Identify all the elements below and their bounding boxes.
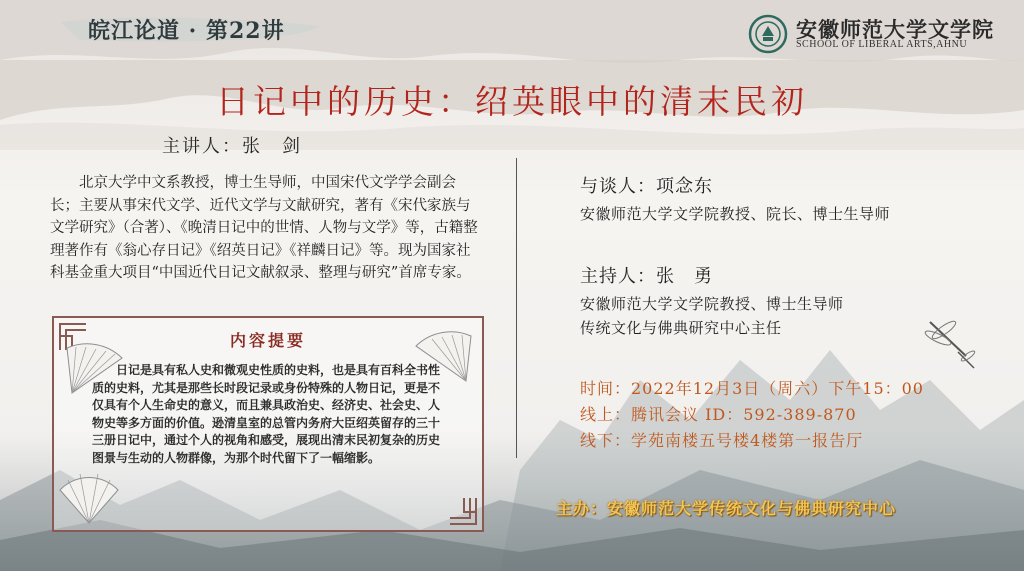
speaker-bio: 北京大学中文系教授，博士生导师，中国宋代文学学会副会长；主要从事宋代文学、近代文学与文献研究，著有《宋代家族与文学研究》（合著）、《晚清日记中的世情、人物与文学》等，古籍整理著作有《翁心存日记》《绍英日记》《祥麟日记》等。现为国家社科基金重大项目“中国近代日记文献叙录、整理与研究”首席专家。 bbox=[50, 175, 478, 281]
discussant-label: 与谈人：项念东 bbox=[580, 176, 713, 197]
event-time: 时间：2022年12月3日（周六）下午15：00 bbox=[580, 379, 924, 398]
lattice-corner-icon bbox=[448, 496, 478, 526]
dragonfly-icon bbox=[922, 316, 982, 374]
school-name-cn: 安徽师范大学文学院 bbox=[796, 17, 994, 42]
school-logo bbox=[748, 12, 1018, 56]
school-emblem-icon bbox=[748, 14, 788, 54]
organizer-text: 主办：安徽师范大学传统文化与佛典研究中心 bbox=[556, 499, 897, 518]
series-title: 皖江论道 · 第22讲 bbox=[88, 18, 285, 44]
event-online: 线上：腾讯会议 ID：592-389-870 bbox=[580, 405, 857, 424]
speaker-label: 主讲人：张 剑 bbox=[162, 136, 302, 157]
school-name-en: SCHOOL OF LIBERAL ARTS,AHNU bbox=[796, 39, 968, 50]
summary-text: 日记是具有私人史和微观史性质的史料，也是具有百科全书性质的史料，尤其是那些长时段记录或身份特殊的人物日记，更是不仅具有个人生命史的意义，而且兼具政治史、经济史、社会史、人物史等多方面的价值。逊清皇室的总管内务府大臣绍英留存的三十三册日记中，通过个人的视角和感受，展现出清末民初复杂的历史图景与生动的人物群像，为那个时代留下了一幅缩影。 bbox=[92, 363, 441, 465]
summary-heading: 内容提要 bbox=[229, 331, 306, 350]
event-offline: 线下：学苑南楼五号楼4楼第一报告厅 bbox=[580, 431, 864, 450]
host-label: 主持人：张 勇 bbox=[580, 266, 713, 287]
lecture-title: 日记中的历史：绍英眼中的清末民初 bbox=[216, 82, 808, 121]
column-divider bbox=[516, 158, 517, 458]
host-desc-line1: 安徽师范大学文学院教授、博士生导师 bbox=[580, 295, 844, 313]
folding-fan-icon bbox=[58, 468, 120, 526]
host-desc-line2: 传统文化与佛典研究中心主任 bbox=[580, 319, 782, 337]
summary-box bbox=[52, 316, 484, 532]
discussant-desc: 安徽师范大学文学院教授、院长、博士生导师 bbox=[580, 205, 891, 223]
